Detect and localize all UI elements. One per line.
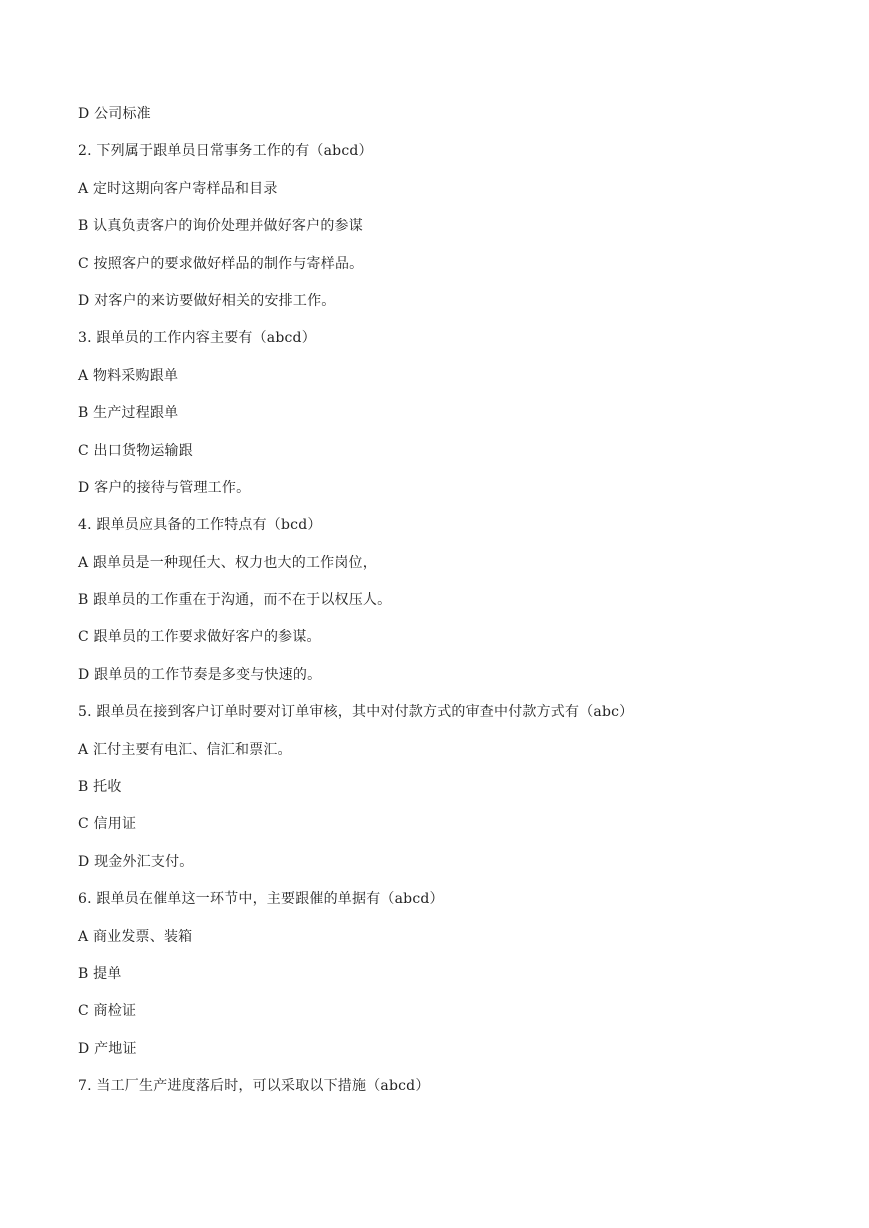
option-b-q3: B 生产过程跟单 xyxy=(78,405,179,422)
option-a-q6: A 商业发票、装箱 xyxy=(78,928,193,945)
question-4: 4. 跟单员应具备的工作特点有（bcd） xyxy=(78,517,322,534)
option-c-q2: C 按照客户的要求做好样品的制作与寄样品。 xyxy=(78,255,364,272)
option-a-q4: A 跟单员是一种现任大、权力也大的工作岗位， xyxy=(78,554,377,571)
option-b-q5: B 托收 xyxy=(78,779,122,796)
option-a-q5: A 汇付主要有电汇、信汇和票汇。 xyxy=(78,741,292,758)
option-a-q3: A 物料采购跟单 xyxy=(78,367,179,384)
question-5: 5. 跟单员在接到客户订单时要对订单审核，其中对付款方式的审查中付款方式有（abc） xyxy=(78,704,634,721)
document-body xyxy=(78,104,838,1114)
option-c-q4: C 跟单员的工作要求做好客户的参谋。 xyxy=(78,629,321,646)
question-3: 3. 跟单员的工作内容主要有（abcd） xyxy=(78,330,316,347)
option-d-q4: D 跟单员的工作节奏是多变与快速的。 xyxy=(78,666,322,683)
question-2: 2. 下列属于跟单员日常事务工作的有（abcd） xyxy=(78,143,373,160)
option-d-q1: D 公司标准 xyxy=(78,106,151,122)
option-d-q3: D 客户的接待与管理工作。 xyxy=(78,479,251,496)
option-c-q6: C 商检证 xyxy=(78,1003,137,1020)
option-d-q2: D 对客户的来访要做好相关的安排工作。 xyxy=(78,292,336,309)
option-b-q4: B 跟单员的工作重在于沟通，而不在于以权压人。 xyxy=(78,592,392,609)
option-c-q5: C 信用证 xyxy=(78,816,137,833)
option-d-q5: D 现金外汇支付。 xyxy=(78,853,194,870)
option-b-q6: B 提单 xyxy=(78,965,122,982)
option-c-q3: C 出口货物运输跟 xyxy=(78,442,193,459)
question-6: 6. 跟单员在催单这一环节中，主要跟催的单据有（abcd） xyxy=(78,891,444,908)
question-7: 7. 当工厂生产进度落后时，可以采取以下措施（abcd） xyxy=(78,1078,430,1095)
option-a-q2: A 定时这期向客户寄样品和目录 xyxy=(78,180,278,197)
option-d-q6: D 产地证 xyxy=(78,1040,137,1057)
option-b-q2: B 认真负责客户的询价处理并做好客户的参谋 xyxy=(78,218,363,235)
